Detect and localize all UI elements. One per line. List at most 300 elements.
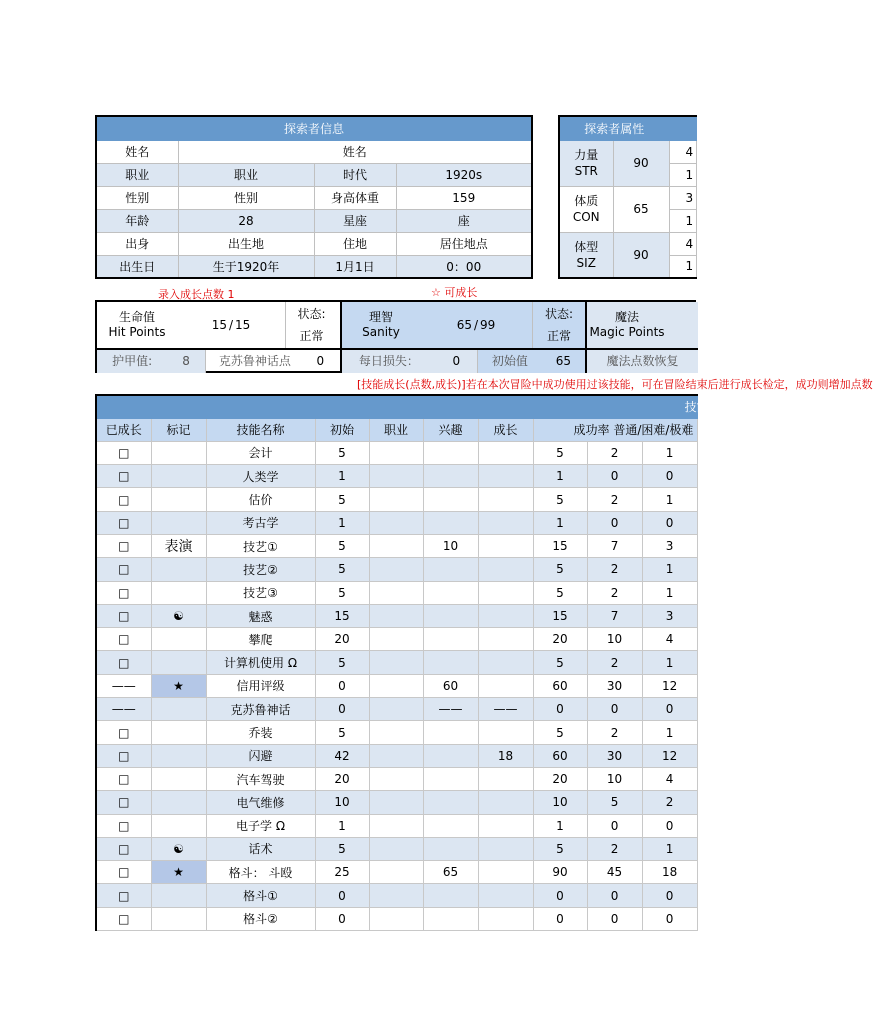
- skill-mark: ★: [151, 674, 206, 697]
- attributes-title-cutoff: [669, 116, 696, 140]
- birthplace-label: 出身: [96, 232, 178, 255]
- status-panel: [95, 300, 696, 373]
- skill-name: 格斗①: [206, 884, 315, 907]
- skill-interest-points[interactable]: [423, 628, 478, 651]
- skill-base: 5: [315, 488, 369, 511]
- attr-siz-half: 4: [669, 232, 696, 255]
- attr-siz-label: 体型: [574, 239, 599, 254]
- san-state-label: 状态:: [544, 307, 574, 321]
- armor-label: 护甲值:: [112, 354, 153, 368]
- skill-interest-points[interactable]: [423, 604, 478, 627]
- skill-rate-extreme: 0: [642, 907, 697, 930]
- skill-rate-normal: 60: [533, 674, 587, 697]
- skill-rate-extreme: 1: [642, 558, 697, 581]
- skill-row: [96, 744, 697, 767]
- skill-growth[interactable]: [478, 721, 533, 744]
- skill-job-points[interactable]: [369, 884, 423, 907]
- hp-sep: /: [228, 317, 234, 332]
- skill-job-points[interactable]: [369, 837, 423, 860]
- skill-rate-hard: 30: [587, 674, 642, 697]
- skill-job-points[interactable]: [369, 558, 423, 581]
- skill-mark: [151, 814, 206, 837]
- skill-interest-points[interactable]: [423, 651, 478, 674]
- height-weight-label: 身高体重: [314, 186, 396, 209]
- col-growth: 成长: [478, 418, 533, 441]
- skill-rate-hard: 0: [587, 465, 642, 488]
- skill-interest-points[interactable]: [423, 721, 478, 744]
- skill-grown-checkbox[interactable]: □: [96, 861, 151, 884]
- skill-mark: [151, 488, 206, 511]
- skill-row: [96, 698, 697, 721]
- birthplace-value[interactable]: 出生地: [178, 232, 314, 255]
- can-grow-note: ☆ 可成长: [431, 286, 478, 299]
- skill-grown-checkbox[interactable]: □: [96, 837, 151, 860]
- skill-mark: [151, 907, 206, 930]
- residence-value[interactable]: 居住地点: [396, 232, 532, 255]
- skills-table: [95, 394, 709, 931]
- skill-growth[interactable]: [478, 651, 533, 674]
- skill-rate-normal: 10: [533, 791, 587, 814]
- skill-rate-extreme: 4: [642, 767, 697, 790]
- skill-interest-points[interactable]: [423, 837, 478, 860]
- attr-siz-value[interactable]: 90: [613, 232, 669, 278]
- skill-rate-extreme: 3: [642, 534, 697, 557]
- skill-interest-points[interactable]: 10: [423, 534, 478, 557]
- skill-grown-checkbox[interactable]: ——: [96, 674, 151, 697]
- skill-rate-extreme: 1: [642, 488, 697, 511]
- skill-base: 5: [315, 441, 369, 464]
- attr-con-label: 体质: [574, 194, 599, 208]
- skill-mark: ★: [151, 861, 206, 884]
- skill-rate-normal: 1: [533, 511, 587, 534]
- attr-con-fifth: 1: [669, 209, 696, 232]
- skill-row: [96, 767, 697, 790]
- mp-label-cell: [587, 302, 667, 348]
- age-value[interactable]: 28: [178, 209, 314, 232]
- skill-rate-hard: 10: [587, 767, 642, 790]
- skill-base: 1: [315, 814, 369, 837]
- skill-job-points[interactable]: [369, 814, 423, 837]
- skill-grown-checkbox[interactable]: □: [96, 651, 151, 674]
- skill-name: 格斗： 斗殴: [206, 861, 315, 884]
- skill-mark: [151, 441, 206, 464]
- skill-interest-points[interactable]: [423, 581, 478, 604]
- hp-current[interactable]: 15: [211, 317, 227, 332]
- skill-rate-extreme: 0: [642, 884, 697, 907]
- skill-rate-hard: 2: [587, 837, 642, 860]
- san-state[interactable]: 正常: [546, 329, 571, 343]
- skill-name: 人类学: [206, 465, 315, 488]
- attr-str-value[interactable]: 90: [613, 140, 669, 186]
- cthulhu-points-label: 克苏鲁神话点: [218, 354, 291, 368]
- skill-rate-extreme: 1: [642, 651, 697, 674]
- skill-rate-hard: 2: [587, 441, 642, 464]
- san-value-cell: [420, 302, 532, 348]
- attr-str-abbr: STR: [574, 164, 598, 178]
- hp-state-cell: [285, 302, 337, 348]
- skill-job-points[interactable]: [369, 861, 423, 884]
- skill-job-points[interactable]: [369, 534, 423, 557]
- skill-interest-points[interactable]: 60: [423, 674, 478, 697]
- skill-rate-extreme: 18: [642, 861, 697, 884]
- growth-points-note: 录入成长点数 1: [158, 288, 235, 301]
- skill-base: 10: [315, 791, 369, 814]
- skill-row: [96, 604, 697, 627]
- skill-job-points[interactable]: [369, 721, 423, 744]
- attr-str-half: 4: [669, 140, 696, 163]
- san-label: 理智: [368, 310, 393, 324]
- gender-label: 性别: [96, 186, 178, 209]
- col-mark: 标记: [151, 418, 206, 441]
- mp-recover-label: 魔法点数恢复: [606, 354, 679, 368]
- skill-rate-normal: 5: [533, 721, 587, 744]
- daily-loss-cell: [342, 350, 477, 373]
- skill-name: 话术: [206, 837, 315, 860]
- skill-rate-normal: 5: [533, 441, 587, 464]
- skill-rate-hard: 7: [587, 534, 642, 557]
- skill-rate-extreme: 0: [642, 814, 697, 837]
- skill-mark: [151, 465, 206, 488]
- gender-value[interactable]: 性别: [178, 186, 314, 209]
- skill-rate-normal: 5: [533, 837, 587, 860]
- skill-row: [96, 558, 697, 581]
- san-label-cell: [342, 302, 420, 348]
- birthday-date[interactable]: 1月1日: [314, 255, 396, 278]
- col-base: 初始: [315, 418, 369, 441]
- skill-row: [96, 884, 697, 907]
- skill-rate-normal: 0: [533, 698, 587, 721]
- skill-row: [96, 814, 697, 837]
- skill-mark: [151, 744, 206, 767]
- skill-row: [96, 628, 697, 651]
- skill-grown-checkbox[interactable]: □: [96, 628, 151, 651]
- attr-str-label: 力量: [574, 148, 599, 162]
- skill-rate-extreme: 12: [642, 674, 697, 697]
- skill-rate-normal: 0: [533, 907, 587, 930]
- skill-job-points[interactable]: [369, 907, 423, 930]
- skill-row: [96, 674, 697, 697]
- occupation-label: 职业: [96, 163, 178, 186]
- skill-name: 克苏鲁神话: [206, 698, 315, 721]
- skill-growth[interactable]: [478, 511, 533, 534]
- skill-job-points[interactable]: [369, 651, 423, 674]
- skill-row: [96, 791, 697, 814]
- skill-name: 汽车驾驶: [206, 767, 315, 790]
- skill-mark: [151, 628, 206, 651]
- era-label: 时代: [314, 163, 396, 186]
- skill-mark: ☯: [151, 604, 206, 627]
- skill-rate-extreme: 12: [642, 744, 697, 767]
- skills-header-spacer: [96, 395, 642, 418]
- skill-rate-extreme: 0: [642, 511, 697, 534]
- skill-base: 5: [315, 721, 369, 744]
- skill-job-points[interactable]: [369, 488, 423, 511]
- skill-grown-checkbox[interactable]: □: [96, 744, 151, 767]
- daily-loss-label: 每日损失：: [358, 354, 419, 368]
- skill-grown-checkbox[interactable]: □: [96, 534, 151, 557]
- skill-job-points[interactable]: [369, 604, 423, 627]
- mp-label-en: Magic Points: [589, 325, 665, 339]
- skill-growth[interactable]: [478, 907, 533, 930]
- skill-rate-hard: 2: [587, 558, 642, 581]
- skill-growth[interactable]: [478, 767, 533, 790]
- skill-name: 乔装: [206, 721, 315, 744]
- skill-growth[interactable]: 18: [478, 744, 533, 767]
- skill-mark: [151, 884, 206, 907]
- san-max: 99: [480, 317, 496, 332]
- skill-mark: [151, 721, 206, 744]
- skill-growth[interactable]: [478, 581, 533, 604]
- skill-row: [96, 581, 697, 604]
- skill-growth[interactable]: [478, 861, 533, 884]
- skill-grown-checkbox[interactable]: □: [96, 907, 151, 930]
- skill-growth[interactable]: [478, 837, 533, 860]
- skill-row: [96, 534, 697, 557]
- skill-grown-checkbox[interactable]: □: [96, 488, 151, 511]
- skill-name: 技艺②: [206, 558, 315, 581]
- character-info-title: 探索者信息: [96, 116, 532, 140]
- skill-job-points[interactable]: [369, 698, 423, 721]
- skill-job-points[interactable]: [369, 628, 423, 651]
- skill-grown-checkbox[interactable]: □: [96, 791, 151, 814]
- col-grown: 已成长: [96, 418, 151, 441]
- skill-rate-normal: 20: [533, 767, 587, 790]
- skill-job-points[interactable]: [369, 674, 423, 697]
- skill-grown-checkbox[interactable]: □: [96, 511, 151, 534]
- skill-rate-extreme: 1: [642, 581, 697, 604]
- hp-label: 生命值: [118, 310, 155, 324]
- attr-con-value[interactable]: 65: [613, 186, 669, 232]
- cthulhu-points-value[interactable]: 0: [316, 354, 325, 368]
- skill-rate-hard: 2: [587, 488, 642, 511]
- skill-grown-checkbox[interactable]: ——: [96, 698, 151, 721]
- skill-grown-checkbox[interactable]: □: [96, 581, 151, 604]
- skill-rate-hard: 45: [587, 861, 642, 884]
- era-value[interactable]: 1920s: [396, 163, 532, 186]
- skill-rate-extreme: 0: [642, 465, 697, 488]
- skill-job-points[interactable]: [369, 441, 423, 464]
- skill-mark: ☯: [151, 837, 206, 860]
- skill-base: 5: [315, 837, 369, 860]
- skill-grown-checkbox[interactable]: □: [96, 721, 151, 744]
- skill-base: 42: [315, 744, 369, 767]
- occupation-value[interactable]: 职业: [178, 163, 314, 186]
- skill-grown-checkbox[interactable]: □: [96, 441, 151, 464]
- col-skill-name: 技能名称: [206, 418, 315, 441]
- skill-interest-points[interactable]: [423, 907, 478, 930]
- hp-state[interactable]: 正常: [299, 329, 324, 343]
- skill-rate-hard: 0: [587, 907, 642, 930]
- skill-base: 5: [315, 581, 369, 604]
- col-success-rate: 成功率 普通/困难/极难: [533, 418, 697, 441]
- skill-rate-hard: 0: [587, 511, 642, 534]
- skill-interest-points[interactable]: [423, 744, 478, 767]
- skill-grown-checkbox[interactable]: □: [96, 465, 151, 488]
- skill-row: [96, 721, 697, 744]
- hp-label-cell: [97, 302, 177, 348]
- skill-base: 0: [315, 884, 369, 907]
- skill-rate-normal: 60: [533, 744, 587, 767]
- armor-value[interactable]: 8: [182, 354, 190, 368]
- skill-name: 会计: [206, 441, 315, 464]
- skill-job-points[interactable]: [369, 581, 423, 604]
- skill-rate-hard: 0: [587, 698, 642, 721]
- skill-growth[interactable]: [478, 628, 533, 651]
- skill-base: 20: [315, 628, 369, 651]
- skill-rate-normal: 15: [533, 534, 587, 557]
- skill-rate-normal: 0: [533, 884, 587, 907]
- skill-interest-points[interactable]: [423, 441, 478, 464]
- skill-rate-hard: 2: [587, 581, 642, 604]
- skill-growth[interactable]: [478, 791, 533, 814]
- daily-loss-value[interactable]: 0: [452, 354, 461, 368]
- hp-value-cell: [177, 302, 285, 348]
- skill-name: 魅惑: [206, 604, 315, 627]
- skill-rate-extreme: 4: [642, 628, 697, 651]
- skill-row: [96, 861, 697, 884]
- skill-rate-extreme: 0: [642, 698, 697, 721]
- zodiac-label: 星座: [314, 209, 396, 232]
- skill-growth[interactable]: [478, 604, 533, 627]
- skill-growth[interactable]: [478, 465, 533, 488]
- skill-rate-hard: 10: [587, 628, 642, 651]
- attributes-title: 探索者属性: [559, 116, 669, 140]
- skill-name: 计算机使用 Ω: [206, 651, 315, 674]
- skill-growth[interactable]: ——: [478, 698, 533, 721]
- skill-job-points[interactable]: [369, 744, 423, 767]
- skill-grown-checkbox[interactable]: □: [96, 814, 151, 837]
- skill-row: [96, 465, 697, 488]
- attr-siz-abbr: SIZ: [576, 255, 596, 270]
- skill-name: 电子学 Ω: [206, 814, 315, 837]
- skill-base: 15: [315, 604, 369, 627]
- height-weight-value[interactable]: 159: [396, 186, 532, 209]
- san-state-cell: [532, 302, 585, 348]
- skill-growth[interactable]: [478, 814, 533, 837]
- skill-growth[interactable]: [478, 558, 533, 581]
- cthulhu-points-cell: [205, 350, 337, 373]
- skill-base: 25: [315, 861, 369, 884]
- skill-mark: [151, 791, 206, 814]
- skill-row: [96, 651, 697, 674]
- skill-row: [96, 837, 697, 860]
- col-interest: 兴趣: [423, 418, 478, 441]
- hp-state-label: 状态:: [297, 307, 326, 321]
- skill-base: 1: [315, 511, 369, 534]
- skill-interest-points[interactable]: [423, 488, 478, 511]
- birthday-year[interactable]: 生于1920年: [178, 255, 314, 278]
- skill-rate-extreme: 1: [642, 837, 697, 860]
- skill-grown-checkbox[interactable]: □: [96, 884, 151, 907]
- skill-base: 5: [315, 534, 369, 557]
- skill-rate-hard: 2: [587, 721, 642, 744]
- san-sep: /: [473, 317, 479, 332]
- skill-mark: [151, 558, 206, 581]
- skill-interest-points[interactable]: 65: [423, 861, 478, 884]
- attr-con-abbr: CON: [572, 210, 600, 224]
- hp-max: 15: [235, 317, 251, 332]
- residence-label: 住地: [314, 232, 396, 255]
- skill-base: 5: [315, 558, 369, 581]
- skill-growth[interactable]: [478, 884, 533, 907]
- skill-growth[interactable]: [478, 441, 533, 464]
- skill-row: [96, 511, 697, 534]
- skills-title: 技能: [642, 395, 697, 418]
- skill-growth-note: [技能成长(点数,成长)]若在本次冒险中成功使用过该技能，可在冒险结束后进行成长检定，成功则增加点数: [357, 378, 873, 391]
- skill-rate-normal: 5: [533, 488, 587, 511]
- mp-recover-cell: [587, 350, 698, 373]
- skill-interest-points[interactable]: [423, 814, 478, 837]
- skill-rate-hard: 7: [587, 604, 642, 627]
- character-info-table: [95, 115, 533, 279]
- skill-mark: [151, 511, 206, 534]
- skill-rate-extreme: 1: [642, 721, 697, 744]
- skill-row: [96, 907, 697, 930]
- skill-rate-hard: 30: [587, 744, 642, 767]
- skill-growth[interactable]: [478, 674, 533, 697]
- skill-name: 格斗②: [206, 907, 315, 930]
- skill-job-points[interactable]: [369, 791, 423, 814]
- initial-san-value: 65: [555, 354, 572, 368]
- attr-siz-fifth: 1: [669, 255, 696, 278]
- san-label-en: Sanity: [362, 325, 400, 339]
- skill-interest-points[interactable]: [423, 558, 478, 581]
- col-job: 职业: [369, 418, 423, 441]
- skill-mark: [151, 698, 206, 721]
- skill-interest-points[interactable]: [423, 767, 478, 790]
- skill-rate-hard: 0: [587, 814, 642, 837]
- skill-growth[interactable]: [478, 488, 533, 511]
- skill-rate-normal: 5: [533, 651, 587, 674]
- skill-grown-checkbox[interactable]: □: [96, 767, 151, 790]
- zodiac-value[interactable]: 座: [396, 209, 532, 232]
- birthday-time[interactable]: 0：00: [396, 255, 532, 278]
- attr-con-name: [559, 186, 613, 232]
- skill-row: [96, 441, 697, 464]
- skill-grown-checkbox[interactable]: □: [96, 558, 151, 581]
- skill-name: 信用评级: [206, 674, 315, 697]
- skill-job-points[interactable]: [369, 465, 423, 488]
- skill-mark: [151, 651, 206, 674]
- skill-name: 电气维修: [206, 791, 315, 814]
- skill-rate-extreme: 3: [642, 604, 697, 627]
- skill-name: 技艺③: [206, 581, 315, 604]
- skill-base: 0: [315, 698, 369, 721]
- skill-job-points[interactable]: [369, 511, 423, 534]
- skill-growth[interactable]: [478, 534, 533, 557]
- skill-interest-points[interactable]: ——: [423, 698, 478, 721]
- skill-interest-points[interactable]: [423, 791, 478, 814]
- skill-name: 考古学: [206, 511, 315, 534]
- skill-rate-normal: 1: [533, 814, 587, 837]
- skill-interest-points[interactable]: [423, 511, 478, 534]
- skill-rate-normal: 5: [533, 558, 587, 581]
- skill-job-points[interactable]: [369, 767, 423, 790]
- skill-interest-points[interactable]: [423, 884, 478, 907]
- skill-mark: [151, 581, 206, 604]
- skill-base: 20: [315, 767, 369, 790]
- skill-base: 1: [315, 465, 369, 488]
- skill-rate-hard: 2: [587, 651, 642, 674]
- skill-name: 攀爬: [206, 628, 315, 651]
- san-current[interactable]: 65: [456, 317, 472, 332]
- attributes-table: [558, 115, 697, 279]
- name-value[interactable]: 姓名: [178, 140, 532, 163]
- skill-base: 0: [315, 674, 369, 697]
- skill-interest-points[interactable]: [423, 465, 478, 488]
- skill-name: 技艺①: [206, 534, 315, 557]
- skill-grown-checkbox[interactable]: □: [96, 604, 151, 627]
